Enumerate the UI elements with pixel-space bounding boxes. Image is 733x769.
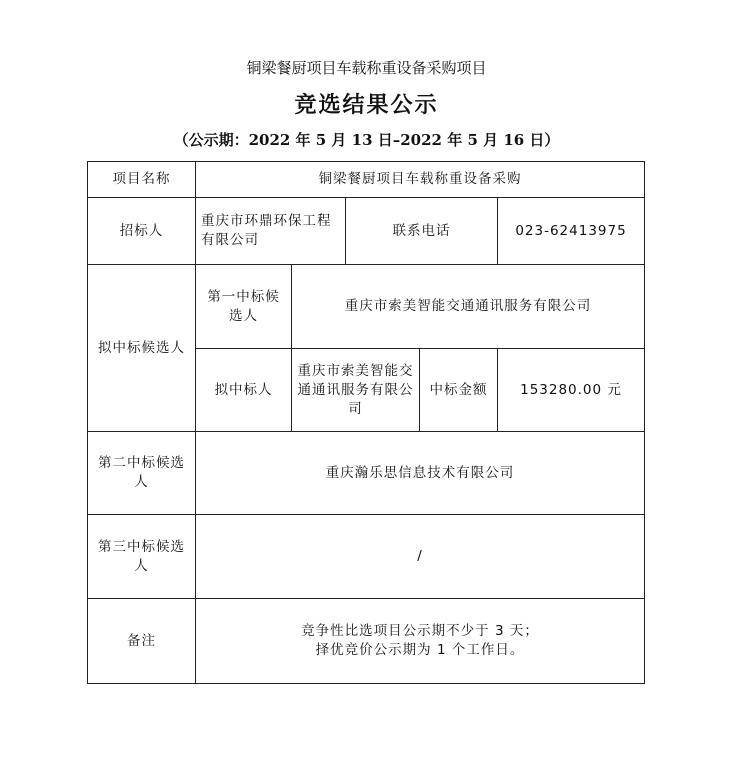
first-candidate-value: 重庆市索美智能交通通讯服务有限公司 — [292, 265, 645, 349]
publicity-period: （公示期：2022 年 5 月 13 日–2022 年 5 月 16 日） — [173, 131, 560, 149]
page-heading: 竞选结果公示 — [294, 92, 439, 118]
remarks-label: 备注 — [88, 599, 196, 684]
proposed-candidate-label: 拟中标候选人 — [88, 265, 196, 432]
tenderer-value: 重庆市环鼎环保工程有限公司 — [196, 198, 346, 265]
table-row — [88, 162, 645, 198]
tenderer-label: 招标人 — [88, 198, 196, 265]
table-row — [88, 432, 645, 515]
remarks-value: 竞争性比选项目公示期不少于 3 天； 择优竞价公示期为 1 个工作日。 — [196, 599, 645, 684]
bid-amount-value: 153280.00 元 — [498, 349, 645, 432]
project-name-value: 铜梁餐厨项目车载称重设备采购 — [196, 162, 645, 198]
proposed-winner-label: 拟中标人 — [196, 349, 292, 432]
first-candidate-label: 第一中标候选人 — [196, 265, 292, 349]
second-candidate-label: 第二中标候选人 — [88, 432, 196, 515]
table-row — [88, 515, 645, 599]
proposed-winner-value: 重庆市索美智能交通通讯服务有限公司 — [292, 349, 420, 432]
phone-value: 023-62413975 — [498, 198, 645, 265]
bid-amount-label: 中标金额 — [420, 349, 498, 432]
project-name-label: 项目名称 — [88, 162, 196, 198]
table-row — [88, 599, 645, 684]
document-title: 铜梁餐厨项目车载称重设备采购项目 — [246, 59, 487, 77]
result-table — [87, 161, 645, 684]
second-candidate-value: 重庆瀚乐思信息技术有限公司 — [196, 432, 645, 515]
phone-label: 联系电话 — [346, 198, 498, 265]
third-candidate-label: 第三中标候选人 — [88, 515, 196, 599]
third-candidate-value: / — [196, 515, 645, 599]
table-row — [88, 198, 645, 265]
table-row — [88, 265, 645, 349]
